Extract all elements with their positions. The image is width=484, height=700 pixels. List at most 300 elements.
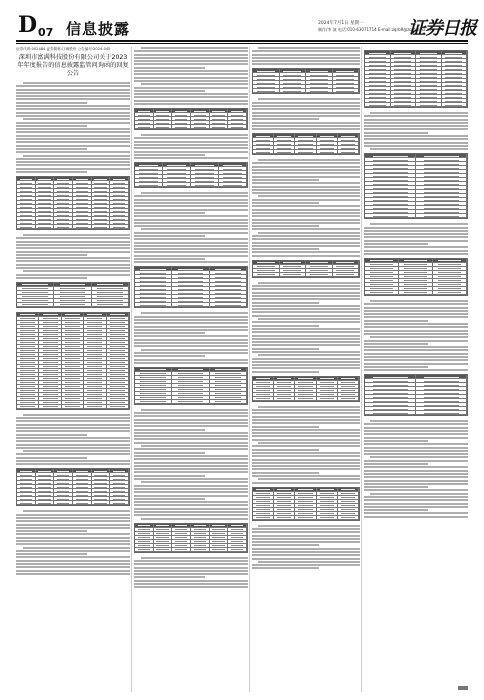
text-line (364, 227, 468, 229)
text-line (134, 501, 248, 503)
text-line (16, 537, 130, 539)
text-line (252, 125, 360, 127)
text-line (16, 566, 130, 568)
text-line (16, 524, 130, 526)
text-block (134, 409, 248, 520)
text-line (141, 518, 248, 520)
text-line (252, 558, 360, 560)
data-table (134, 266, 248, 308)
text-line (364, 359, 468, 361)
text-line (258, 282, 360, 284)
text-line (134, 488, 248, 490)
text-line (134, 570, 248, 572)
text-line (364, 135, 468, 137)
text-line (364, 243, 428, 245)
text-line (16, 527, 130, 529)
text-line (252, 361, 360, 363)
data-table (134, 108, 248, 130)
text-line (252, 169, 360, 171)
text-line (16, 543, 130, 545)
text-line (23, 450, 130, 452)
text-line (134, 442, 248, 444)
text-line (134, 425, 248, 427)
text-line (134, 80, 248, 82)
text-line (364, 320, 428, 322)
text-line (364, 427, 468, 429)
text-line (252, 202, 319, 204)
text-line (16, 264, 130, 266)
text-line (16, 573, 130, 575)
text-line (134, 455, 248, 457)
text-line (364, 423, 468, 425)
text-line (141, 349, 248, 351)
text-block (16, 414, 130, 465)
text-line (252, 551, 360, 553)
table-cell (54, 501, 73, 505)
text-line (16, 131, 130, 133)
text-line (16, 95, 130, 97)
text-block (252, 47, 360, 65)
table-cell (274, 397, 295, 401)
text-line (364, 343, 428, 345)
text-line (364, 437, 468, 439)
date-line: 2024年7月1日 星期一 (318, 21, 364, 26)
table-cell (295, 397, 316, 401)
table-cell (172, 125, 191, 129)
text-block (252, 406, 360, 484)
page-letter: D (18, 12, 38, 38)
text-line (252, 426, 319, 428)
text-line (364, 323, 468, 325)
text-line (258, 98, 360, 100)
text-line (134, 219, 248, 221)
text-line (252, 245, 360, 247)
text-line (364, 463, 428, 465)
text-line (364, 132, 428, 134)
table-cell (210, 303, 247, 307)
text-line (364, 330, 468, 332)
text-line (370, 493, 468, 495)
text-line (252, 416, 360, 418)
table-cell (253, 516, 274, 520)
text-line (134, 212, 205, 214)
text-line (16, 274, 130, 276)
text-line (252, 60, 360, 62)
table-cell (338, 397, 359, 401)
text-line (252, 54, 360, 56)
table-cell (36, 501, 55, 505)
text-line (364, 233, 468, 235)
text-line (364, 430, 468, 432)
text-line (134, 471, 248, 473)
data-table (252, 133, 360, 155)
text-line (252, 305, 360, 307)
text-line (16, 115, 130, 117)
table-cell (84, 405, 106, 409)
text-line (134, 316, 248, 318)
text-line (134, 583, 248, 585)
text-line (134, 248, 248, 250)
masthead-rule-thin (16, 43, 468, 44)
table-cell (365, 291, 399, 295)
text-line (16, 420, 130, 422)
text-line (364, 512, 468, 514)
text-line (258, 318, 360, 320)
text-line (16, 241, 130, 243)
text-line (134, 103, 248, 105)
text-line (134, 458, 248, 460)
table-cell (73, 501, 92, 505)
text-line (364, 453, 468, 455)
text-line (134, 222, 248, 224)
text-line (364, 119, 468, 121)
table-cell (154, 125, 173, 129)
text-line (134, 485, 248, 487)
text-line (252, 445, 360, 447)
text-line (134, 70, 248, 72)
data-table (252, 487, 360, 521)
text-line (252, 412, 360, 414)
text-line (134, 77, 248, 79)
table-cell (399, 291, 433, 295)
text-line (16, 171, 87, 173)
text-line (364, 483, 468, 485)
table-cell (172, 548, 191, 552)
text-line (16, 563, 130, 565)
data-table (134, 523, 248, 553)
text-line (370, 456, 468, 458)
text-line (16, 138, 130, 140)
text-line (258, 525, 360, 527)
text-line (16, 440, 130, 442)
table-cell (317, 397, 338, 401)
text-line (23, 82, 130, 84)
table-cell (135, 183, 163, 187)
text-line (364, 440, 428, 442)
text-line (364, 509, 428, 511)
table-cell (306, 273, 333, 277)
column-divider (361, 47, 362, 692)
text-line (16, 463, 130, 465)
column-1 (16, 47, 130, 692)
table-cell (306, 89, 333, 93)
text-line (134, 580, 248, 582)
text-line (16, 128, 130, 130)
text-line (134, 154, 205, 156)
table-cell (295, 516, 316, 520)
text-line (252, 186, 360, 188)
text-line (134, 359, 248, 361)
table-cell (39, 405, 61, 409)
text-line (16, 92, 130, 94)
text-block (252, 525, 360, 570)
text-line (134, 100, 248, 102)
text-line (141, 83, 248, 85)
text-line (364, 480, 468, 482)
text-line (134, 50, 248, 52)
text-line (252, 435, 360, 437)
text-line (16, 251, 130, 253)
table-cell (17, 405, 39, 409)
text-line (364, 346, 468, 348)
text-line (16, 444, 130, 446)
text-line (134, 319, 248, 321)
text-line (134, 438, 248, 440)
text-line (134, 96, 248, 98)
table-cell (73, 225, 92, 229)
text-line (134, 255, 248, 257)
text-line (364, 236, 468, 238)
text-line (252, 335, 360, 337)
text-line (364, 366, 428, 368)
text-block (364, 223, 468, 255)
text-line (258, 232, 360, 234)
data-table (252, 68, 360, 94)
text-line (252, 344, 360, 346)
text-line (252, 302, 319, 304)
text-line (252, 465, 360, 467)
table-cell (191, 125, 210, 129)
text-line (252, 452, 360, 454)
table-cell (228, 125, 247, 129)
text-line (364, 128, 468, 130)
text-line (252, 422, 360, 424)
text-line (134, 141, 248, 143)
text-line (134, 144, 248, 146)
text-line (252, 321, 360, 323)
contact-line: 制作/李 演 电话:010-63071714 E-mail:zqrb9@zqrb.sina.net (318, 27, 434, 32)
data-table (16, 312, 130, 410)
text-line (134, 491, 248, 493)
table-cell (338, 516, 359, 520)
table-cell (54, 225, 73, 229)
masthead (0, 0, 484, 40)
text-line (134, 514, 248, 516)
text-line (134, 462, 248, 464)
text-line (252, 548, 360, 550)
table-cell (253, 89, 280, 93)
text-line (134, 342, 248, 344)
text-line (364, 349, 468, 351)
text-line (252, 475, 360, 477)
text-line (16, 540, 130, 542)
column-2 (134, 47, 248, 692)
table-cell (253, 397, 274, 401)
text-line (16, 267, 130, 269)
table-cell (253, 150, 274, 154)
text-line (364, 506, 468, 508)
table-cell (416, 214, 467, 218)
text-line (252, 468, 360, 470)
text-line (364, 240, 468, 242)
text-line (16, 122, 130, 124)
text-line (134, 245, 248, 247)
section-title: 信息披露 (66, 20, 131, 38)
table-cell (62, 405, 84, 409)
text-line (134, 504, 248, 506)
text-line (252, 285, 360, 287)
text-line (141, 481, 248, 483)
text-line (252, 166, 360, 168)
text-line (252, 311, 360, 313)
text-line (252, 298, 360, 300)
table-cell (442, 103, 468, 107)
text-line (134, 573, 248, 575)
text-line (364, 486, 428, 488)
table-cell (17, 225, 36, 229)
text-line (16, 560, 130, 562)
text-line (134, 93, 248, 95)
text-line (364, 476, 468, 478)
text-line (134, 475, 205, 477)
text-line (16, 108, 130, 110)
text-line (16, 514, 130, 516)
table-cell (110, 501, 129, 505)
text-line (134, 563, 248, 565)
text-line (364, 499, 468, 501)
text-line (364, 313, 468, 315)
text-line (252, 308, 360, 310)
text-line (252, 371, 319, 373)
text-line (364, 369, 468, 371)
text-block (252, 98, 360, 130)
text-line (252, 219, 360, 221)
text-line (16, 570, 130, 572)
table-cell (416, 411, 467, 415)
text-line (258, 159, 360, 161)
text-line (252, 235, 360, 237)
text-line (134, 67, 205, 69)
text-line (252, 292, 360, 294)
text-line (134, 87, 248, 89)
text-line (364, 303, 468, 305)
text-line (364, 433, 468, 435)
text-block (364, 420, 468, 518)
text-line (252, 472, 319, 474)
table-cell (280, 273, 307, 277)
text-line (16, 244, 130, 246)
table-cell (107, 405, 129, 409)
text-line (258, 406, 360, 408)
text-line (134, 90, 205, 92)
text-line (16, 417, 130, 419)
text-block (134, 312, 248, 363)
text-line (134, 478, 248, 480)
text-line (134, 362, 248, 364)
page-number: 07 (38, 26, 54, 39)
text-line (364, 489, 468, 491)
text-block (134, 47, 248, 105)
text-line (141, 47, 248, 49)
text-line (134, 355, 205, 357)
text-block (134, 134, 248, 159)
newspaper-logo: 证券日报 (408, 18, 476, 39)
text-line (258, 354, 360, 356)
text-block (364, 300, 468, 371)
text-line (134, 322, 248, 324)
text-line (16, 530, 87, 532)
text-line (134, 412, 248, 414)
table-cell (191, 548, 210, 552)
table-cell (333, 273, 360, 277)
text-line (134, 560, 248, 562)
table-cell (365, 214, 416, 218)
table-cell (365, 411, 416, 415)
text-line (252, 118, 319, 120)
text-line (16, 85, 130, 87)
table-cell (135, 548, 154, 552)
text-line (23, 414, 130, 416)
text-line (252, 528, 360, 530)
text-line (16, 430, 130, 432)
text-line (134, 238, 248, 240)
text-line (16, 141, 130, 143)
table-cell (317, 150, 338, 154)
text-line (252, 325, 319, 327)
column-divider (249, 47, 250, 692)
text-line (364, 443, 468, 445)
table-cell (317, 516, 338, 520)
text-line (16, 453, 130, 455)
text-line (252, 228, 360, 230)
text-line (141, 228, 248, 230)
text-line (16, 457, 87, 459)
text-line (134, 199, 248, 201)
text-line (252, 212, 360, 214)
article-meta: 证券代码:002484 证券简称:江海股份 公告编号:2024-045 (16, 47, 111, 51)
text-line (252, 295, 360, 297)
text-line (364, 142, 468, 144)
text-line (252, 567, 319, 569)
text-line (134, 57, 248, 59)
text-line (134, 329, 248, 331)
text-line (134, 339, 248, 341)
text-line (258, 442, 360, 444)
text-line (364, 246, 468, 248)
text-line (252, 432, 360, 434)
text-line (16, 151, 130, 153)
text-line (364, 450, 468, 452)
text-line (134, 495, 248, 497)
text-line (134, 215, 248, 217)
text-line (364, 473, 468, 475)
text-line (252, 331, 360, 333)
text-line (252, 192, 360, 194)
text-line (252, 179, 319, 181)
text-line (258, 47, 360, 49)
text-line (252, 199, 360, 201)
text-line (364, 496, 468, 498)
table-cell (274, 150, 295, 154)
text-line (16, 424, 130, 426)
table-cell (54, 303, 91, 307)
text-line (141, 192, 248, 194)
table-cell (333, 89, 360, 93)
text-line (364, 122, 468, 124)
text-line (364, 503, 468, 505)
text-line (364, 447, 468, 449)
data-table (252, 376, 360, 402)
text-line (364, 138, 468, 140)
text-block (134, 192, 248, 263)
text-line (252, 338, 360, 340)
text-line (134, 422, 248, 424)
table-cell (92, 225, 111, 229)
table-cell (172, 303, 209, 307)
text-line (16, 447, 130, 449)
text-line (16, 257, 130, 259)
table-cell (280, 89, 307, 93)
